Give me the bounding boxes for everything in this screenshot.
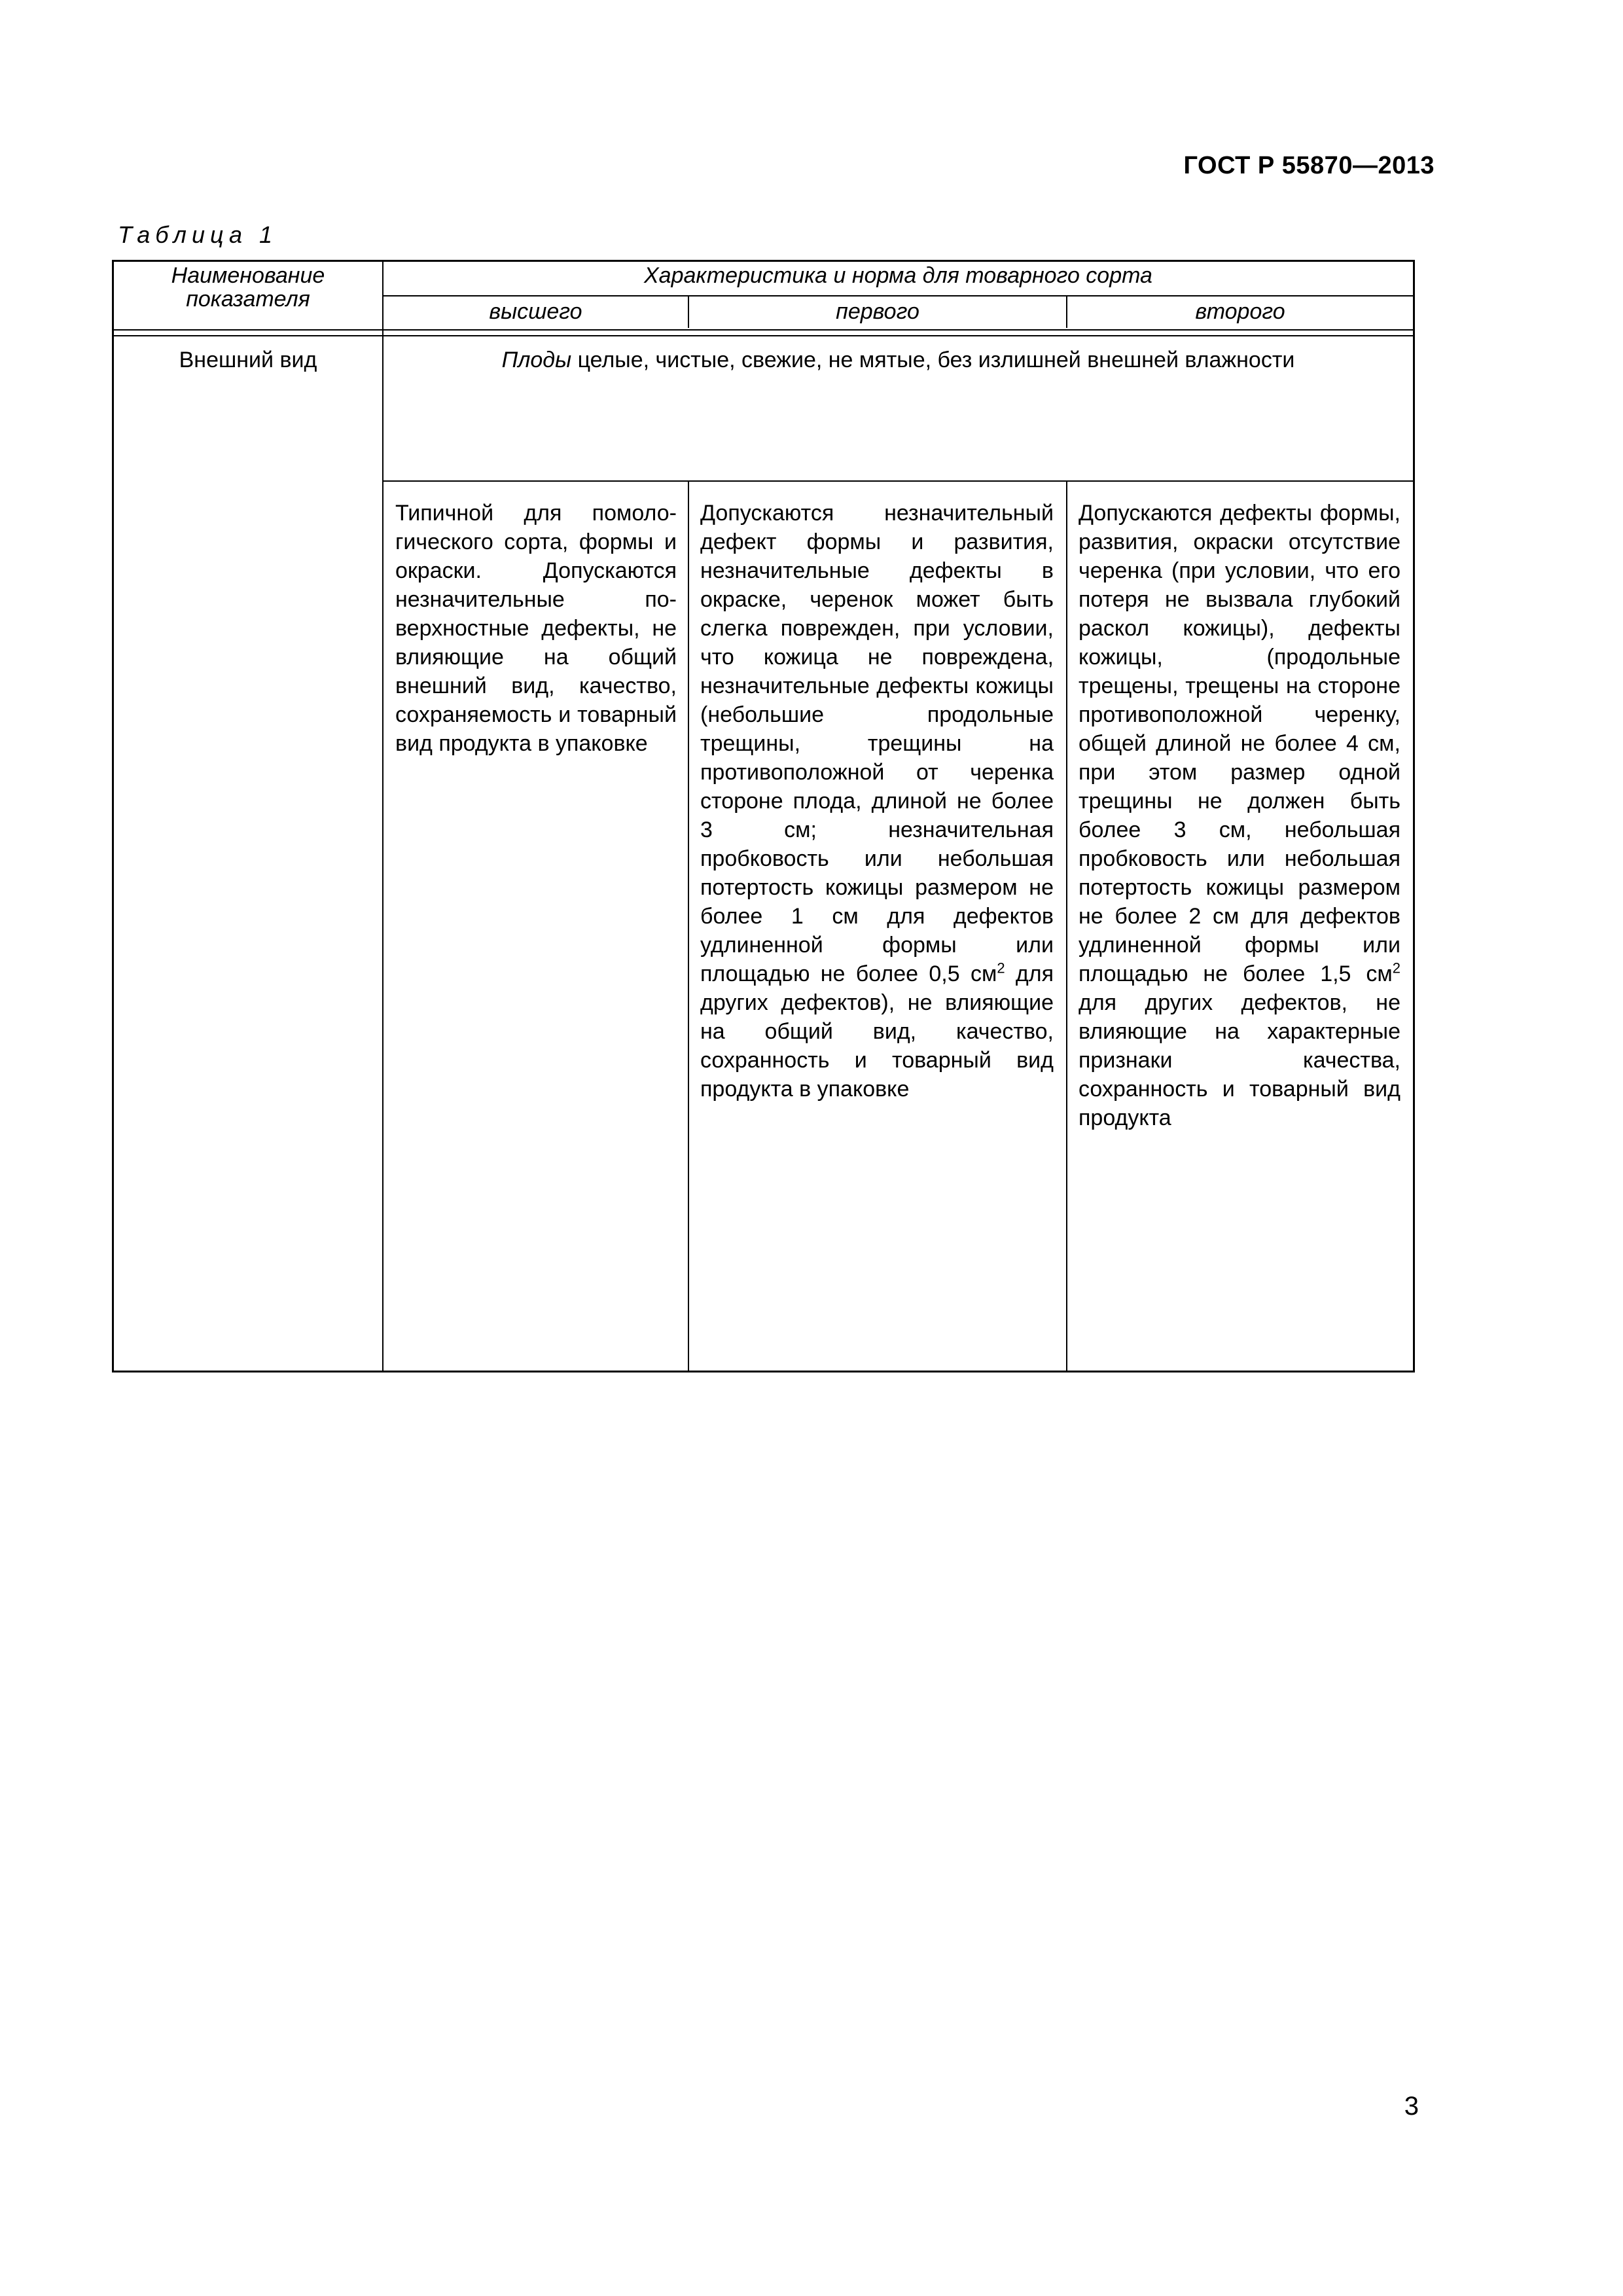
requirement-second-grade-text-cont: для других дефектов, не влияющие на характерные признаки качества, сохранность и товарный вид продукта [1079,990,1400,1130]
grade-header-first: первого [836,299,919,324]
requirement-highest-grade: Типичной для помологического сорта, формы и окраски. Допускаются незначительные поверхностные дефекты, не влияющие на общий внешний вид, качество, сохраняемость и товарный вид продукта в упаковке [395,501,677,756]
requirement-first-grade-text-cont: для других дефектов), не влияющие на общий вид, качество, сохранность и товарный вид продукта в упаковке [700,961,1054,1102]
superscript: 2 [1392,960,1400,977]
requirement-second-grade-text: Допускаются дефекты формы, развития, окраски отсутствие черенка (при условии, что его потеря не вызвала глубокий раскол кожицы), дефекты кожицы, (продольные трещены, трещены на стороне противоположной черенку, общей длиной не более 4 см, при этом размер одной трещины не должен быть более 3 см, небольшая пробковость или небольшая потертость кожицы размером не более 2 см для дефектов удлиненной формы или площадью не более 1,5 см [1079,501,1400,986]
superscript: 2 [997,960,1005,977]
general-requirement-text: целые, чистые, свежие, не мятые, без излишней внешней влажности [571,348,1295,372]
table-divider [382,295,1413,296]
table-divider [382,480,1413,482]
grade-header-second: второго [1195,299,1285,324]
general-requirement-lead: Плоды [501,348,572,372]
standard-number: ГОСТ Р 55870—2013 [1183,152,1435,179]
table-caption: Таблица 1 [118,221,278,248]
requirement-second-grade [1079,499,1400,1132]
general-requirement [383,348,1413,373]
requirement-first-grade-text: Допускаются незначительный дефект формы и развития, незначительные дефекты в окраске, черенок может быть слегка поврежден, при условии, что кожица не повреждена, незначительные дефекты кожицы (небольшие продольные трещины, трещины на противоположной от черенка стороне плода, длиной не более 3 см; незначительная пробковость или небольшая потертость кожицы размером не более 1 см для дефектов удлиненной формы или площадью не более 0,5 см [700,501,1054,986]
page-number: 3 [1404,2092,1419,2121]
table-divider [114,335,1413,336]
requirements-table [112,260,1415,1372]
requirement-first-grade [700,499,1054,1103]
indicator-name: Внешний вид [179,348,317,372]
table-divider [688,480,689,1371]
table-divider [1066,480,1067,1371]
table-divider [382,262,383,1371]
column-header-indicator: Наименование показателя [171,263,325,312]
table-divider [114,329,1413,331]
column-group-header: Характеристика и норма для товарного сорта [644,263,1152,288]
grade-header-highest: высшего [489,299,582,324]
